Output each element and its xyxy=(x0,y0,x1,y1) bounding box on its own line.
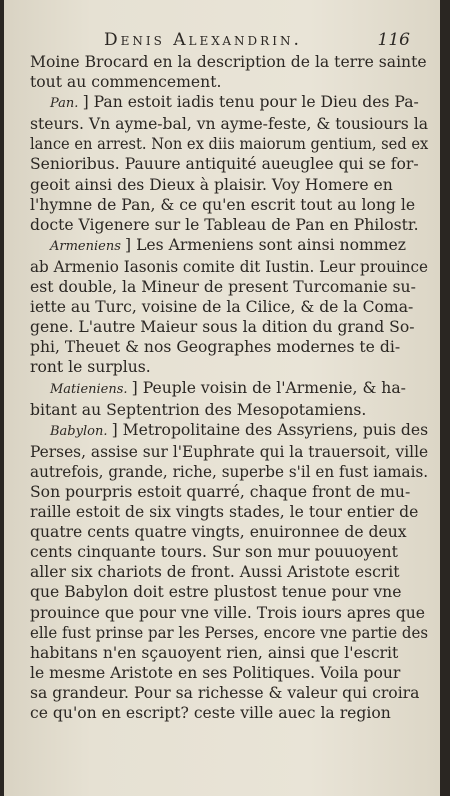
text-line xyxy=(30,400,428,420)
text-line xyxy=(30,582,428,602)
line-text: autrefois, grande, riche, superbe s'il en fust iamais. xyxy=(30,462,429,481)
line-text: sa grandeur. Pour sa richesse & valeur qui croira xyxy=(30,683,420,702)
text-line xyxy=(30,462,429,482)
line-text: steurs. Vn ayme-bal, vn ayme-feste, & tousiours la xyxy=(30,115,429,134)
line-text: ] Les Armeniens sont ainsi nommez xyxy=(125,235,406,254)
text-line xyxy=(30,92,428,114)
text-line xyxy=(30,542,428,562)
line-text: tout au commencement. xyxy=(30,73,222,92)
paragraph xyxy=(30,235,428,378)
line-text: le mesme Aristote en ses Politiques. Voila pour xyxy=(30,663,401,682)
paragraph xyxy=(30,378,428,420)
text-line xyxy=(30,114,428,134)
line-text: Son pourpris estoit quarré, chaque front de mu- xyxy=(30,482,411,501)
text-line xyxy=(30,235,428,257)
line-text: docte Vigenere sur le Tableau de Pan en Philostr. xyxy=(30,215,419,234)
line-text: l'hymne de Pan, & ce qu'en escrit tout au long le xyxy=(30,195,416,214)
gloss-lemma: Babylon. xyxy=(50,423,112,439)
line-text: ab Armenio Iasonis comite dit Iustin. Leur prouince xyxy=(30,257,429,276)
paragraph xyxy=(30,92,428,235)
line-text: phi, Theuet & nos Geographes modernes te di- xyxy=(30,338,401,357)
paragraph xyxy=(30,420,428,723)
line-text: iette au Turc, voisine de la Cilice, & de la Coma- xyxy=(30,298,414,317)
line-text: ront le surplus. xyxy=(30,358,151,377)
text-line xyxy=(30,297,428,317)
text-line xyxy=(30,154,428,174)
line-text: aller six chariots de front. Aussi Aristote escrit xyxy=(30,563,400,582)
text-line xyxy=(30,502,428,522)
text-line xyxy=(30,562,428,582)
text-line xyxy=(30,663,428,683)
line-text: prouince que pour vne ville. Trois iours apres que xyxy=(30,603,425,622)
text-line xyxy=(30,683,428,703)
text-line xyxy=(30,257,429,277)
line-text: geoit ainsi des Dieux à plaisir. Voy Homere en xyxy=(30,175,393,194)
text-line xyxy=(30,52,428,72)
line-text: Perses, assise sur l'Euphrate qui la trauersoit, ville xyxy=(30,442,429,461)
line-text: est double, la Mineur de present Turcomanie su- xyxy=(30,278,416,297)
line-text: elle fust prinse par les Perses, encore vne partie des xyxy=(30,623,429,642)
line-text: ] Metropolitaine des Assyriens, puis des xyxy=(111,420,429,439)
text-line xyxy=(30,175,428,195)
page-number: 116 xyxy=(377,30,410,50)
text-line xyxy=(30,215,428,235)
text-line xyxy=(30,134,429,154)
gloss-lemma: Armeniens xyxy=(50,238,126,254)
text-line xyxy=(30,420,428,442)
text-line xyxy=(30,317,428,337)
text-line xyxy=(30,522,428,542)
line-text: gene. L'autre Maieur sous la dition du grand So- xyxy=(30,318,415,337)
text-line xyxy=(30,703,428,723)
line-text: bitant au Septentrion des Mesopotamiens. xyxy=(30,400,367,419)
line-text: raille estoit de six vingts stades, le tour entier de xyxy=(30,503,419,522)
line-text: ] Peuple voisin de l'Armenie, & ha- xyxy=(131,378,406,397)
line-text: Moine Brocard en la description de la terre sainte xyxy=(30,53,427,71)
line-text: ] Pan estoit iadis tenu pour le Dieu des Pa- xyxy=(82,93,419,112)
text-body xyxy=(30,52,428,723)
text-line xyxy=(30,378,428,400)
gloss-lemma: Pan. xyxy=(50,96,83,112)
line-text: Senioribus. Pauure antiquité aueuglee qui se for- xyxy=(30,155,419,174)
line-text: cents cinquante tours. Sur son mur pouuoyent xyxy=(30,543,398,562)
line-text: habitans n'en sçauoyent rien, ainsi que l'escrit xyxy=(30,643,399,662)
text-line xyxy=(30,603,428,623)
line-text: quatre cents quatre vingts, enuironnee de deux xyxy=(30,523,407,542)
text-line xyxy=(30,643,428,663)
line-text: ce qu'on en escript? ceste ville auec la region xyxy=(30,704,391,722)
gloss-lemma: Matieniens. xyxy=(50,381,132,397)
text-line xyxy=(30,72,428,92)
text-line xyxy=(30,357,428,377)
text-line xyxy=(30,337,428,357)
text-line xyxy=(30,623,429,643)
line-text: que Babylon doit estre plustost tenue pour vne xyxy=(30,583,402,602)
text-line xyxy=(30,277,428,297)
text-line xyxy=(30,482,428,502)
line-text: lance en arrest. Non ex diis maiorum gentium, sed ex xyxy=(30,135,429,154)
page-header xyxy=(4,30,440,54)
text-line xyxy=(30,195,428,215)
book-page xyxy=(4,0,440,796)
text-line xyxy=(30,442,429,462)
running-head: Denis Alexandrin. xyxy=(104,30,302,50)
paragraph xyxy=(30,52,428,92)
